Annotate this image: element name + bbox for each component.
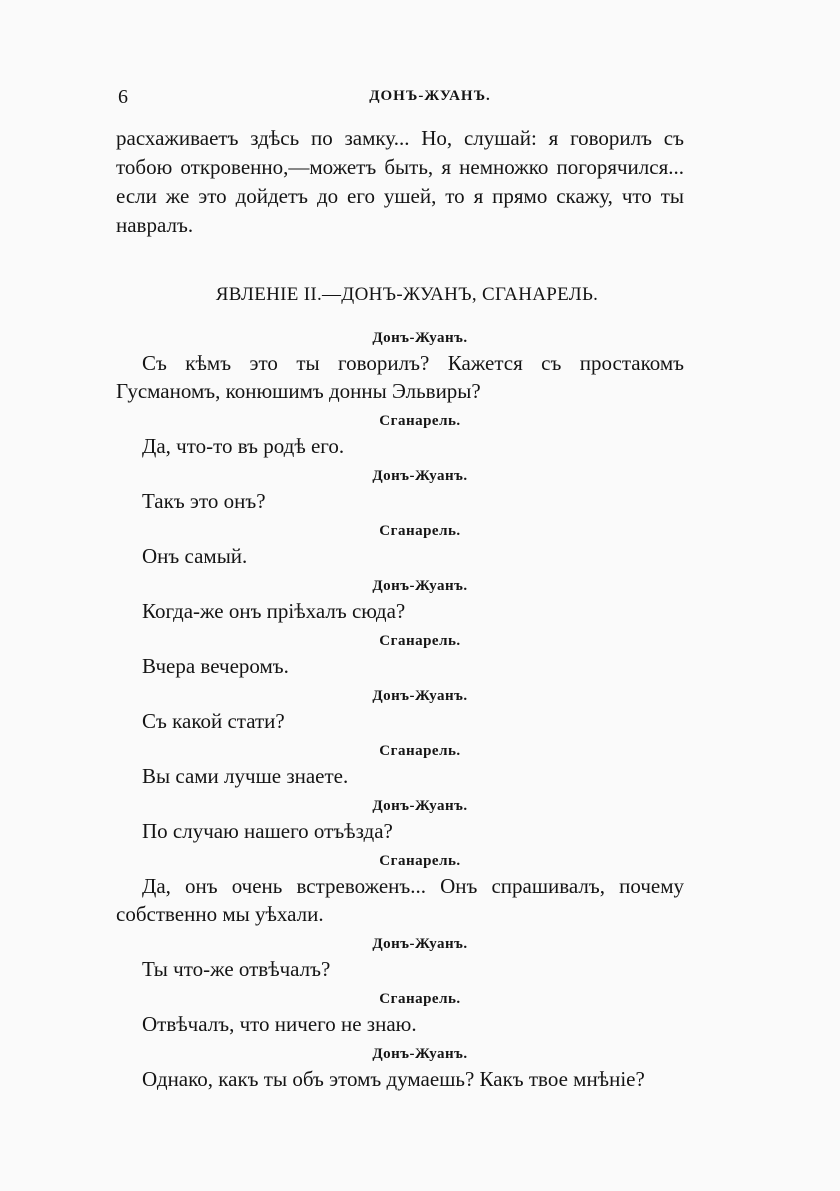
dialogue (116, 328, 684, 1093)
speech-line: Съ какой стати? (142, 709, 285, 733)
speaker-name: Сганарель. (379, 991, 461, 1007)
page-number: 6 (118, 86, 128, 108)
speech-line: Онъ самый. (142, 544, 248, 568)
opening-paragraph: расхаживаетъ здѣсь по замку... Но, слушай: я говорилъ съ тобою откровенно,—можетъ быть, я немножко погорячился... если же это дойдетъ до его ушей, то я прямо скажу, что ты навралъ. (116, 126, 684, 237)
speaker-name: Сганарель. (379, 743, 461, 759)
speaker-name: Донъ-Жуанъ. (372, 798, 468, 814)
scene-title: ЯВЛЕНІЕ II.—ДОНЪ-ЖУАНЪ, СГАНАРЕЛЬ. (215, 284, 599, 305)
speaker-name: Сганарель. (379, 413, 461, 429)
speaker-name: Сганарель. (379, 523, 461, 539)
speech-line: Вы сами лучше знаете. (142, 764, 349, 788)
speaker-name: Сганарель. (379, 853, 461, 869)
page-header (118, 86, 682, 110)
speech-line: Съ кѣмъ это ты говорилъ? Кажется съ простакомъ Гусманомъ, конюшимъ донны Эльвиры? (116, 351, 684, 403)
speech-line: Ты что-же отвѣчалъ? (142, 957, 331, 981)
speech-line: Такъ это онъ? (142, 489, 266, 513)
speech-line: Вчера вечеромъ. (142, 654, 289, 678)
running-head: ДОНЪ-ЖУАНЪ. (369, 88, 491, 104)
speech-line: Да, онъ очень встревоженъ... Онъ спрашивалъ, почему собственно мы уѣхали. (116, 874, 684, 926)
speaker-name: Донъ-Жуанъ. (372, 578, 468, 594)
speaker-name: Донъ-Жуанъ. (372, 468, 468, 484)
speech-line: Однако, какъ ты объ этомъ думаешь? Какъ твое мнѣніе? (142, 1067, 645, 1091)
page-body (116, 124, 684, 1095)
speaker-name: Донъ-Жуанъ. (372, 1046, 468, 1062)
speech-line: Отвѣчалъ, что ничего не знаю. (142, 1012, 417, 1036)
speaker-name: Сганарель. (379, 633, 461, 649)
speech-line: Когда-же онъ пріѣхалъ сюда? (142, 599, 406, 623)
speaker-name: Донъ-Жуанъ. (372, 330, 468, 346)
speaker-name: Донъ-Жуанъ. (372, 688, 468, 704)
speaker-name: Донъ-Жуанъ. (372, 936, 468, 952)
speech-line: Да, что-то въ родѣ его. (142, 434, 345, 458)
speech-line: По случаю нашего отъѣзда? (142, 819, 393, 843)
